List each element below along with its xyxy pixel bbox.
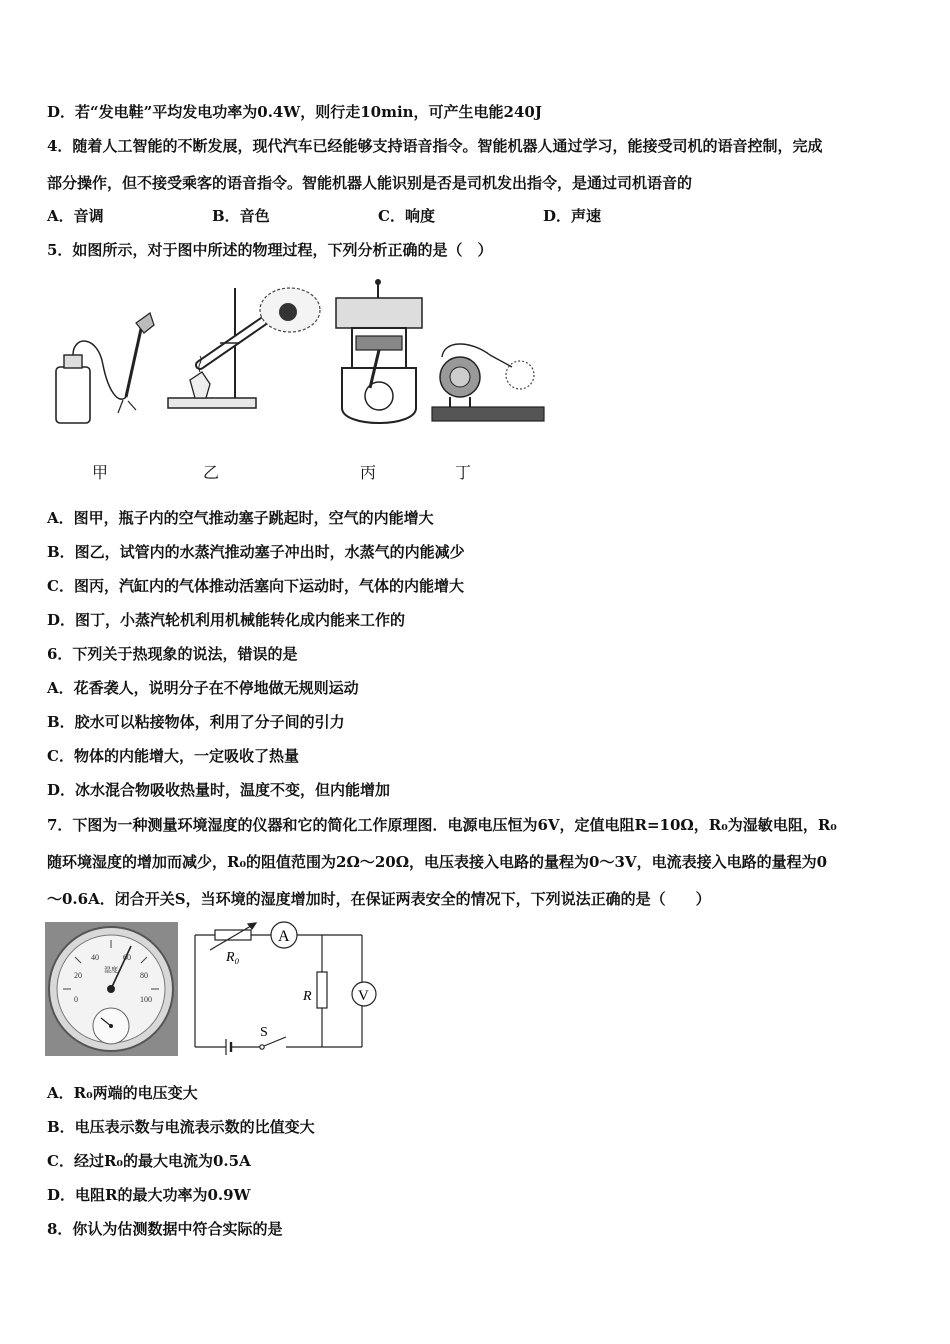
q4-option-a: A．音调 — [47, 207, 104, 225]
figure-hygrometer-photo — [45, 922, 178, 1056]
gauge-tick-80: 80 — [140, 971, 148, 980]
gauge-tick-100: 100 — [140, 995, 152, 1004]
gauge-brand: 湿度 — [104, 966, 118, 974]
q5-option-a: A．图甲，瓶子内的空气推动塞子跳起时，空气的内能增大 — [47, 509, 434, 527]
voltmeter-symbol: V — [358, 988, 369, 1004]
gauge-tick-0: 0 — [74, 995, 78, 1004]
q4-option-d: D．声速 — [543, 207, 602, 225]
q4-stem-line2: 部分操作，但不接受乘客的语音指令。智能机器人能识别是否是司机发出指令，是通过司机语音的 — [47, 174, 693, 192]
q5-option-b: B．图乙，试管内的水蒸汽推动塞子冲出时，水蒸气的内能减少 — [47, 543, 465, 561]
q5-stem: 5．如图所示，对于图中所述的物理过程，下列分析正确的是（ ） — [47, 241, 493, 259]
figure-jia-bottle-pump — [48, 305, 158, 430]
q7-option-a: A．R₀两端的电压变大 — [47, 1084, 198, 1102]
gauge-tick-40: 40 — [91, 953, 99, 962]
r-label: R — [303, 989, 312, 1004]
q7-stem-line1: 7．下图为一种测量环境湿度的仪器和它的简化工作原理图．电源电压恒为6V，定值电阻R=10Ω，R₀为湿敏电阻，R₀ — [47, 816, 837, 834]
q6-option-d: D．冰水混合物吸收热量时，温度不变，但内能增加 — [47, 781, 391, 799]
q4-stem-line1: 4．随着人工智能的不断发展，现代汽车已经能够支持语音指令。智能机器人通过学习，能接受司机的语音控制，完成 — [47, 137, 823, 155]
figure-ding-steam-turbine — [430, 335, 548, 430]
gauge-tick-60: 60 — [123, 953, 131, 962]
figure-label-bing: 丙 — [360, 463, 377, 482]
figure-circuit-diagram — [190, 920, 390, 1060]
figure-label-ding: 丁 — [455, 463, 472, 482]
q4-option-c: C．响度 — [378, 207, 435, 225]
ammeter-symbol: A — [278, 928, 290, 945]
q7-stem-line3: ～0.6A．闭合开关S，当环境的湿度增加时，在保证两表安全的情况下，下列说法正确的是（ ） — [47, 890, 711, 908]
figure-label-jia: 甲 — [92, 463, 109, 482]
q7-option-c: C．经过R₀的最大电流为0.5A — [47, 1152, 251, 1170]
figure-label-yi: 乙 — [203, 463, 220, 482]
q8-stem: 8．你认为估测数据中符合实际的是 — [47, 1220, 283, 1238]
q7-option-d: D．电阻R的最大功率为0.9W — [47, 1186, 251, 1204]
q7-stem-line2: 随环境湿度的增加而减少，R₀的阻值范围为2Ω～20Ω，电压表接入电路的量程为0～3V，电流表接入电路的量程为0 — [47, 853, 828, 871]
q6-option-c: C．物体的内能增大，一定吸收了热量 — [47, 747, 299, 765]
q5-option-d: D．图丁，小蒸汽轮机利用机械能转化成内能来工作的 — [47, 611, 406, 629]
switch-label: S — [260, 1025, 268, 1040]
figure-yi-test-tube-steam — [160, 280, 325, 420]
q4-option-b: B．音色 — [212, 207, 270, 225]
q5-option-c: C．图丙，汽缸内的气体推动活塞向下运动时，气体的内能增大 — [47, 577, 464, 595]
r0-label: R₀ — [226, 950, 240, 965]
gauge-tick-20: 20 — [74, 971, 82, 980]
q6-option-b: B．胶水可以粘接物体，利用了分子间的引力 — [47, 713, 345, 731]
q3-option-d: D．若“发电鞋”平均发电功率为0.4W，则行走10min，可产生电能240J — [47, 103, 542, 121]
q7-option-b: B．电压表示数与电流表示数的比值变大 — [47, 1118, 315, 1136]
q6-stem: 6．下列关于热现象的说法，错误的是 — [47, 645, 298, 663]
q6-option-a: A．花香袭人，说明分子在不停地做无规则运动 — [47, 679, 359, 697]
figure-bing-engine-cylinder — [330, 278, 430, 428]
